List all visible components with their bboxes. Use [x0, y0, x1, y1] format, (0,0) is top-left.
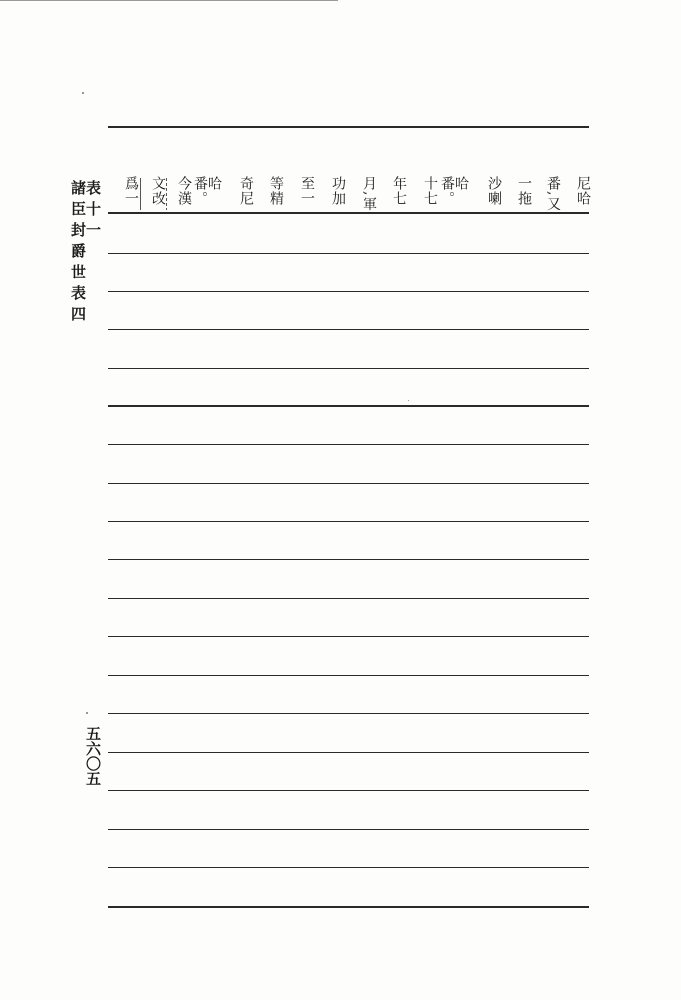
margin-title-table-number: 表十一: [84, 180, 102, 243]
text-column: 十七: [422, 176, 438, 206]
margin-title: [69, 180, 102, 327]
table-rule: [108, 790, 589, 791]
text-column: 一拖: [516, 176, 532, 206]
text-column: 奇尼: [238, 176, 254, 206]
table-rule: [108, 444, 589, 445]
table-rule: [108, 636, 589, 637]
table-rule: [108, 329, 589, 330]
table-rule: [108, 521, 589, 522]
table-rule: [108, 867, 589, 868]
text-column: 哈番。: [439, 176, 469, 206]
speck: [86, 712, 88, 714]
margin-title-table-name: 諸臣封爵世表四: [69, 180, 87, 327]
table-rule: [108, 559, 589, 560]
table-text-row: [108, 176, 589, 212]
table-rule: [108, 368, 589, 369]
text-column: 至一: [299, 176, 315, 206]
ruled-table: [108, 0, 589, 1000]
column-separator: [140, 178, 141, 210]
table-rule: [108, 713, 589, 714]
text-column: 哈番。: [192, 176, 222, 206]
text-column: 番,又: [545, 176, 561, 212]
table-rule: [108, 291, 589, 292]
table-rule: [108, 212, 589, 214]
table-rule: [108, 483, 589, 484]
text-column: 爲一: [123, 176, 139, 206]
text-column: 沙喇: [486, 176, 502, 206]
table-rule: [108, 752, 589, 753]
table-rule: [108, 253, 589, 254]
table-rule: [108, 675, 589, 676]
text-column: 尼哈: [575, 176, 591, 206]
table-rule: [108, 126, 589, 128]
text-column: 月,軍: [361, 176, 377, 212]
text-column: 今漢: [176, 176, 192, 206]
page-number: 五六〇五: [84, 726, 102, 786]
speck: [82, 92, 84, 94]
text-column: 年七: [391, 176, 407, 206]
table-rule: [108, 405, 589, 407]
table-rule: [108, 598, 589, 599]
table-rule: [108, 906, 589, 908]
text-column: 等精: [268, 176, 284, 206]
table-rule: [108, 829, 589, 830]
text-column: 文改: [150, 176, 166, 206]
column-separator: [166, 178, 167, 210]
text-column: 功加: [330, 176, 346, 206]
